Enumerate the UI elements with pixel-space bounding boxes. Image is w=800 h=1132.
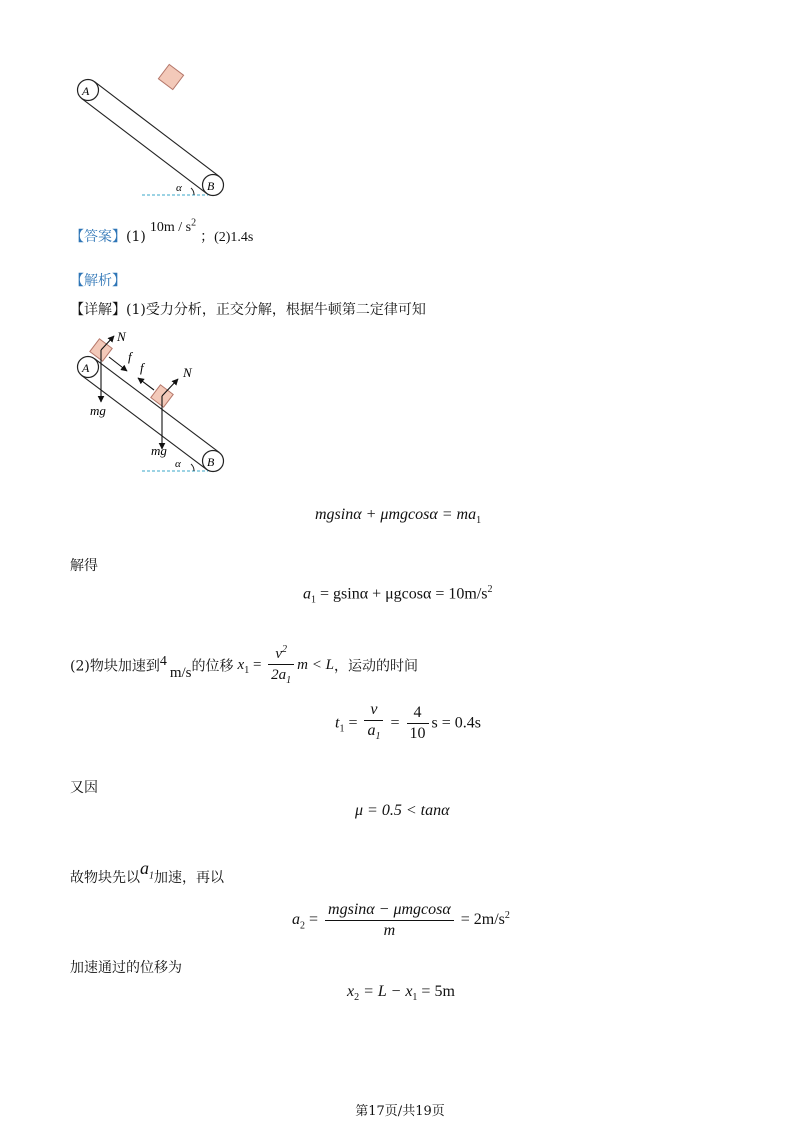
normal-label-2: N: [183, 365, 192, 380]
belt-bottom: [82, 98, 207, 193]
equation-4: μ = 0.5 < tanα: [355, 802, 450, 819]
conveyor-figure-1: [70, 62, 240, 202]
friction-label-2: f: [140, 360, 144, 375]
normal-label-1: N: [117, 329, 126, 344]
displacement-label: 加速通过的位移为: [70, 960, 182, 976]
block-figure-1: [158, 64, 183, 89]
answer-tag: 【答案】: [70, 229, 126, 245]
equation-1: $mgsin\alpha + \mu mgcos\alpha = ma_1$: [315, 506, 482, 527]
friction-arrow-2: [138, 378, 154, 390]
answer-part2: (2)1.4s: [214, 230, 254, 245]
accel-symbol: $a_1$: [140, 858, 154, 882]
detail-tag: 【详解】: [70, 302, 126, 318]
part2-line: [70, 640, 418, 691]
answer-line: [70, 217, 254, 246]
equation-2: $a_1 = gsin\alpha + \mu gcos\alpha = 10m/s^2$: [303, 584, 493, 606]
accel-prefix: 故物块先以: [70, 870, 140, 886]
belt-top: [94, 359, 219, 453]
gravity-label-2: mg: [151, 443, 167, 458]
label-b: B: [207, 179, 215, 193]
part2-mid: 的位移: [191, 658, 234, 675]
label-a: A: [82, 361, 90, 375]
speed-unit: m/s: [169, 665, 192, 681]
equation-3: $t_1$ = $\frac{v}{a_1}$ = $\frac{4}{10}$ s = 0.4s: [335, 701, 481, 743]
equation-5: $a_2$ = $\frac{\text{mgsinα − μmgcosα}}{m}$ = $2m/s^2$: [292, 901, 510, 939]
detail-line: [70, 299, 426, 319]
equation-6: $x_2 = L - x_1 = 5m$: [347, 983, 455, 1004]
displacement-formula: $x_1$ = $\frac{v^2}{2a_1}$ m < L: [238, 657, 334, 673]
belt-bottom: [82, 375, 207, 469]
angle-arc: [191, 188, 194, 195]
again-label: 又因: [70, 780, 98, 796]
detail-text: (1)受力分析，正交分解，根据牛顿第二定律可知: [126, 302, 426, 318]
part2-suffix: ，运动的时间: [333, 658, 418, 675]
solve-label: 解得: [70, 558, 98, 574]
belt-top: [94, 82, 219, 177]
gravity-label-1: mg: [90, 403, 106, 418]
accel-suffix: 加速，再以: [154, 870, 224, 886]
acceleration-line: [70, 858, 224, 890]
part2-prefix: (2)物块加速到: [70, 658, 160, 675]
answer-part1-prefix: (1): [126, 229, 146, 245]
page-number: 第17页/共19页: [355, 1104, 445, 1119]
answer-separator: ；: [200, 229, 215, 245]
angle-label: α: [175, 458, 181, 470]
answer-part1-value: $10m / s^2$: [149, 217, 197, 235]
speed-value: 4: [159, 653, 167, 669]
angle-arc: [191, 464, 194, 471]
friction-label-1: f: [128, 349, 132, 364]
friction-arrow-1: [109, 357, 127, 371]
angle-label: α: [176, 182, 182, 194]
analysis-tag: 【解析】: [70, 273, 126, 289]
label-a: A: [82, 84, 90, 98]
force-diagram: [70, 327, 245, 477]
label-b: B: [207, 455, 215, 469]
